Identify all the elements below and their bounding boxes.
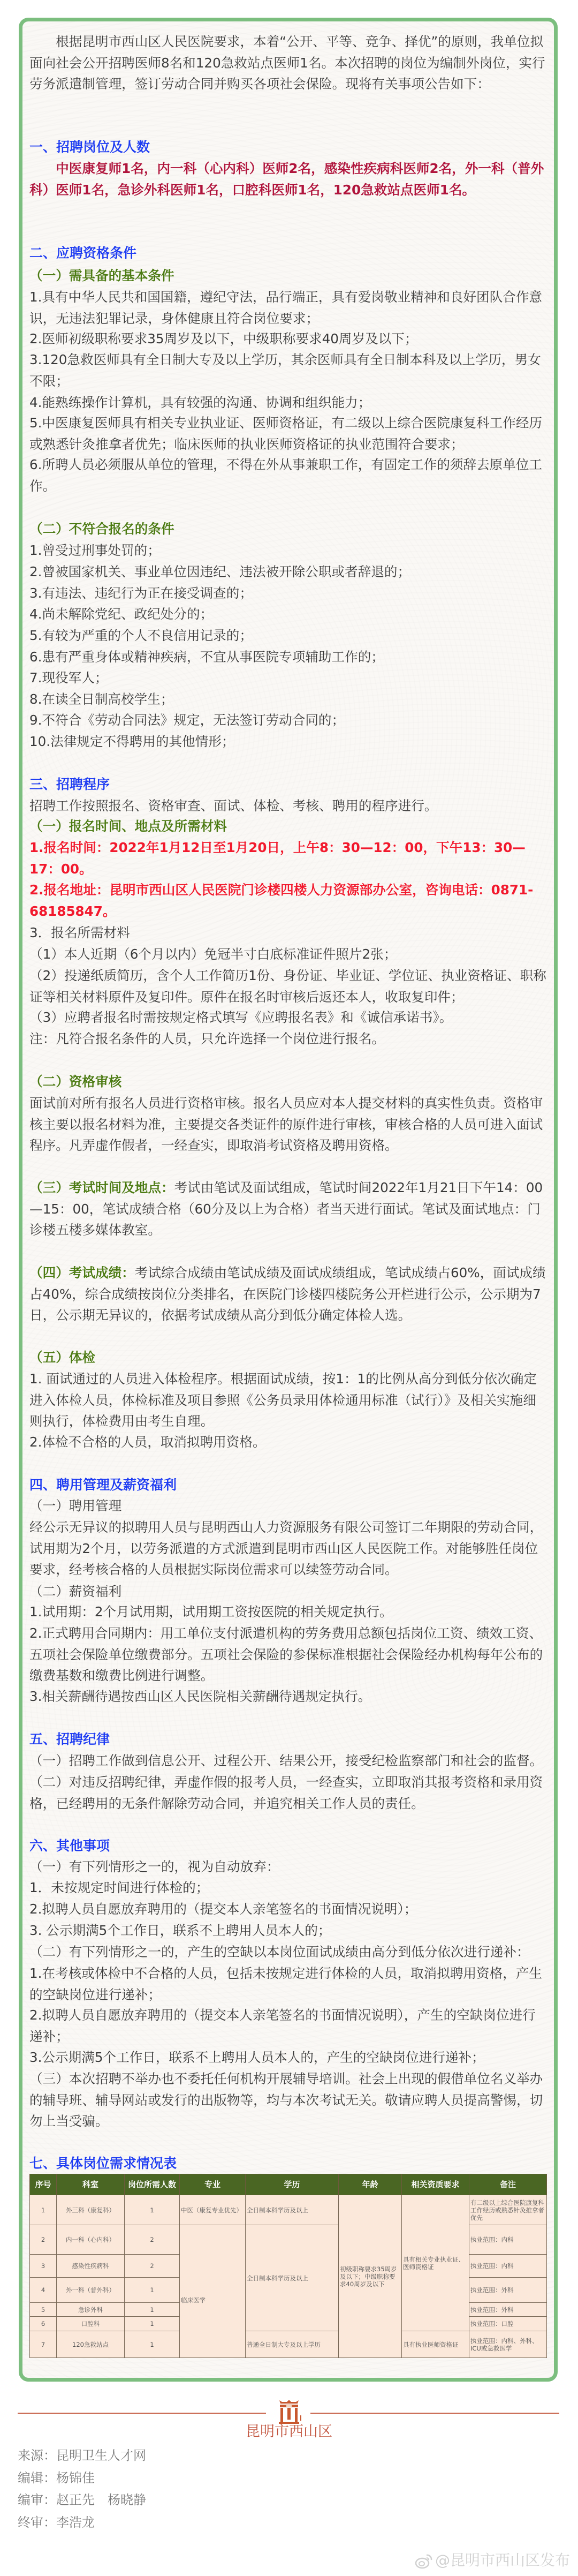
remark: 执业范围：外科 bbox=[469, 2303, 547, 2317]
backfill-item: 1.在考核或体检中不合格的人员，包括未按规定进行体检的人员，取消拟聘用资格，产生的空缺岗位进行递补； bbox=[29, 1965, 543, 2002]
remark: 有二级以上综合医院康复科工作经历或熟悉针灸推拿者优先 bbox=[469, 2195, 547, 2225]
watermark-text: @昆明市西山区发布 bbox=[435, 2551, 571, 2569]
material-item: （2）投递纸质简历，含个人工作简历1份、身份证、毕业证、学位证、执业资格证、职称证等相关材料原件及复印件。原件在报名时审核后返还本人，收取复印件； bbox=[29, 968, 546, 1005]
remark: 执业范围：口腔 bbox=[469, 2317, 547, 2331]
exam-time-paragraph bbox=[29, 1177, 547, 1241]
ineligible-item: 8.在读全日制高校学生； bbox=[29, 691, 174, 707]
ineligible-item: 1.曾受过刑事处罚的； bbox=[29, 543, 161, 558]
ineligible-item: 10.法律规定不得聘用的其他情形； bbox=[29, 734, 235, 749]
section-6-heading: 六、其他事项 bbox=[29, 1838, 110, 1854]
materials-title: 3．报名所需材料 bbox=[29, 925, 130, 940]
column-header: 专业 bbox=[180, 2174, 246, 2195]
column-header: 学历 bbox=[246, 2174, 339, 2195]
credit-source: 来源：昆明卫生人才网 bbox=[18, 2448, 146, 2463]
employment-management-heading: （一）聘用管理 bbox=[29, 1498, 122, 1513]
exam-score-label: （四）考试成绩： bbox=[29, 1265, 135, 1281]
ineligible-item: 7.现役军人； bbox=[29, 670, 108, 686]
backfill-item: 3.公示期满5个工作日，联系不上聘用人员本人的，产生的空缺岗位进行递补； bbox=[29, 2050, 485, 2065]
table-header-row bbox=[30, 2174, 547, 2195]
headcount: 1 bbox=[125, 2317, 180, 2331]
material-item: （1）本人近期（6个月以内）免冠半寸白底标准证件照片2张； bbox=[29, 946, 397, 962]
column-header: 相关资质要求 bbox=[402, 2174, 469, 2195]
department: 外一科（普外科） bbox=[57, 2278, 125, 2303]
row-number: 1 bbox=[30, 2195, 57, 2225]
pavilion-logo-icon bbox=[275, 2399, 303, 2425]
column-header: 年龄 bbox=[339, 2174, 402, 2195]
remark: 执业范围：内科、外科、ICU或急救医学 bbox=[469, 2331, 547, 2358]
ineligible-item: 9.不符合《劳动合同法》规定，无法签订劳动合同的； bbox=[29, 712, 345, 728]
age-requirement: 初级职称要求35周岁及以下；中级职称要求40周岁及以下 bbox=[339, 2195, 402, 2358]
exam-time-label: （三）考试时间及地点： bbox=[29, 1180, 174, 1195]
headcount: 1 bbox=[125, 2303, 180, 2317]
qualification-review-body: 面试前对所有报名人员进行资格审核。报名人员应对本人提交材料的真实性负责。资格审核主要以报名材料为准，主要提交各类证件的原件进行审核，审核合格的人员可进入面试程序。凡弄虚作假者，一经查实，即取消考试资格及聘用资格。 bbox=[29, 1095, 543, 1154]
column-header: 岗位所需人数 bbox=[125, 2174, 180, 2195]
condition-item: 6.所聘人员必须服从单位的管理，不得在外从事兼职工作，有固定工作的须辞去原单位工作。 bbox=[29, 457, 543, 494]
condition-item: 4.能熟练操作计算机，具有较强的沟通、协调和组织能力； bbox=[29, 395, 371, 410]
column-header: 备注 bbox=[469, 2174, 547, 2195]
row-number: 7 bbox=[30, 2331, 57, 2358]
positions-summary: 中医康复师1名，内一科（心内科）医师2名，感染性疾病科医师2名，外一科（普外科）医师1名，急诊外科医师1名，口腔科医师1名，120急救站点医师1名。 bbox=[29, 161, 544, 198]
qualification: 具有相关专业执业证、医师资格证 bbox=[402, 2195, 469, 2331]
condition-item: 1.具有中华人民共和国国籍，遵纪守法，品行端正，具有爱岗敬业精神和良好团队合作意识，无违法犯罪记录，身体健康且符合岗位要求； bbox=[29, 289, 543, 326]
department: 口腔科 bbox=[57, 2317, 125, 2331]
registration-note: 注：凡符合报名条件的人员，只允许选择一个岗位进行报名。 bbox=[29, 1031, 385, 1046]
major: 临床医学 bbox=[180, 2225, 246, 2358]
remark: 执业范围：外科 bbox=[469, 2278, 547, 2303]
row-number: 3 bbox=[30, 2255, 57, 2278]
medical-exam-item: 2.体检不合格的人员，取消拟聘用资格。 bbox=[29, 1434, 266, 1450]
credit-reviewer: 编审：赵正先 杨晓静 bbox=[18, 2492, 146, 2507]
forfeit-item: 3. 公示期满5个工作日，联系不上聘用人员本人的； bbox=[29, 1923, 331, 1938]
weibo-icon bbox=[415, 2553, 433, 2569]
section-4-heading: 四、聘用管理及薪资福利 bbox=[29, 1477, 177, 1493]
forfeit-item: 1．未按规定时间进行体检的； bbox=[29, 1880, 209, 1895]
weibo-watermark bbox=[415, 2551, 570, 2570]
condition-item: 2.医师初级职称要求35周岁及以下，中级职称要求40周岁及以下； bbox=[29, 331, 418, 347]
discipline-item: （一）招聘工作做到信息公开、过程公开、结果公开，接受纪检监察部门和社会的监督。 bbox=[29, 1753, 543, 1768]
table-row bbox=[30, 2195, 547, 2225]
credit-editor: 编辑：杨锦佳 bbox=[18, 2470, 95, 2485]
section-3-heading: 三、招聘程序 bbox=[29, 777, 110, 792]
credit-final-reviewer: 终审：李浩龙 bbox=[18, 2515, 95, 2530]
backfill-heading: （二）有下列情形之一的，产生的空缺以本岗位面试成绩由高分到低分依次进行递补： bbox=[29, 1944, 530, 1960]
registration-address: 2.报名地址：昆明市西山区人民医院门诊楼四楼人力资源部办公室，咨询电话：0871-68185847。 bbox=[29, 882, 534, 919]
row-number: 4 bbox=[30, 2278, 57, 2303]
section-5-heading: 五、招聘纪律 bbox=[29, 1731, 110, 1747]
remark: 执业范围：内科 bbox=[469, 2225, 547, 2255]
training-warning: （三）本次招聘不举办也不委托任何机构开展辅导培训。社会上出现的假借单位名义举办的辅导班、辅导网站或发行的出版物等，均与本次考试无关。敬请应聘人员提高警惕，切勿上当受骗。 bbox=[29, 2071, 543, 2129]
backfill-item: 2.拟聘人员自愿放弃聘用的（提交本人亲笔签名的书面情况说明），产生的空缺岗位进行递补； bbox=[29, 2007, 536, 2044]
condition-item: 3.120急救医师具有全日制大专及以上学历，其余医师具有全日制本科及以上学历，男女不限； bbox=[29, 352, 541, 389]
condition-item: 5.中医康复医师具有相关专业执业证、医师资格证，有二级以上综合医院康复科工作经历或熟悉针灸推拿者优先；临床医师的执业医师资格证的执业范围符合要求； bbox=[29, 415, 543, 452]
department: 120急救站点 bbox=[57, 2331, 125, 2358]
department: 急诊外科 bbox=[57, 2303, 125, 2317]
basic-conditions-heading: （一）需具备的基本条件 bbox=[29, 268, 174, 283]
row-number: 2 bbox=[30, 2225, 57, 2255]
medical-exam-heading: （五）体检 bbox=[29, 1350, 95, 1365]
discipline-item: （二）对违反招聘纪律，弄虚作假的报考人员，一经查实，立即取消其报考资格和录用资格，已经聘用的无条件解除劳动合同，并追究相关工作人员的责任。 bbox=[29, 1774, 543, 1811]
salary-item: 3.相关薪酬待遇按西山区人民医院相关薪酬待遇规定执行。 bbox=[29, 1689, 371, 1704]
section-7-heading: 七、具体岗位需求情况表 bbox=[29, 2156, 177, 2171]
qualification: 具有执业医师资格证 bbox=[402, 2331, 469, 2358]
department: 内一科（心内科） bbox=[57, 2225, 125, 2255]
salary-heading: （二）薪资福利 bbox=[29, 1584, 122, 1599]
registration-heading: （一）报名时间、地点及所需材料 bbox=[29, 818, 227, 834]
salary-item: 1.试用期：2个月试用期，试用期工资按医院的相关规定执行。 bbox=[29, 1604, 393, 1620]
registration-time: 1.报名时间：2022年1月12日至1月20日，上午8：30—12：00，下午13：30—17：00。 bbox=[29, 840, 526, 877]
education: 普通全日制大专及以上学历 bbox=[246, 2331, 339, 2358]
footer-divider-right bbox=[310, 2413, 559, 2414]
major: 中医（康复专业优先） bbox=[180, 2195, 246, 2225]
ineligible-item: 4.尚未解除党纪、政纪处分的； bbox=[29, 606, 214, 622]
qualification-review-heading: （二）资格审核 bbox=[29, 1074, 122, 1089]
positions-table bbox=[29, 2174, 547, 2358]
ineligible-heading: （二）不符合报名的条件 bbox=[29, 521, 174, 537]
exam-time-body: 考试由笔试及面试组成，笔试时间2022年1月21日下午14：00—15：00，笔试成绩合格（60分及以上为合格）者当天进行面试。笔试及面试地点：门诊楼五楼多媒体教室。 bbox=[29, 1180, 543, 1238]
headcount: 1 bbox=[125, 2331, 180, 2358]
section-1-heading: 一、招聘岗位及人数 bbox=[29, 139, 150, 155]
region-name: 昆明市西山区 bbox=[246, 2423, 332, 2440]
ineligible-item: 3.有违法、违纪行为正在接受调查的； bbox=[29, 585, 253, 601]
ineligible-item: 5.有较为严重的个人不良信用记录的； bbox=[29, 628, 253, 643]
procedure-intro: 招聘工作按照报名、资格审查、面试、体检、考核、聘用的程序进行。 bbox=[29, 798, 438, 814]
column-header: 科室 bbox=[57, 2174, 125, 2195]
forfeit-heading: （一）有下列情形之一的，视为自动放弃： bbox=[29, 1859, 280, 1874]
headcount: 2 bbox=[125, 2225, 180, 2255]
exam-score-body: 考试综合成绩由笔试成绩及面试成绩组成，笔试成绩占60%，面试成绩占40%，综合成绩按岗位分类排名，在医院门诊楼四楼院务公开栏进行公示，公示期为7日，公示期无异议的，依据考试成绩从高分到低分确定体检人选。 bbox=[29, 1265, 546, 1323]
employment-management-body: 经公示无异议的拟聘用人员与昆明西山人力资源服务有限公司签订二年期限的劳动合同，试用期为2个月，以劳务派遣的方式派遣到昆明市西山区人民医院工作。对能够胜任岗位要求，经考核合格的人员根据实际岗位需求可以续签劳动合同。 bbox=[29, 1519, 543, 1578]
row-number: 6 bbox=[30, 2317, 57, 2331]
intro-paragraph: 根据昆明市西山区人民医院要求，本着“公开、平等、竞争、择优”的原则，我单位拟面向社会公开招聘医师8名和120急救站点医师1名。本次招聘的岗位为编制外岗位，实行劳务派遣制管理，签订劳动合同并购买各项社会保险。现将有关事项公告如下： bbox=[29, 34, 545, 92]
headcount: 1 bbox=[125, 2278, 180, 2303]
education: 全日制本科学历及以上 bbox=[246, 2225, 339, 2331]
department: 外三科（康复科） bbox=[57, 2195, 125, 2225]
material-item: （3）应聘者报名时需按规定格式填写《应聘报名表》和《诚信承诺书》。 bbox=[29, 1010, 453, 1025]
remark: 执业范围：内科 bbox=[469, 2255, 547, 2278]
table-row bbox=[30, 2331, 547, 2358]
row-number: 5 bbox=[30, 2303, 57, 2317]
salary-item: 2.正式聘用合同期内：用工单位支付派遣机构的劳务费用总额包括岗位工资、绩效工资、五项社会保险单位缴费部分。五项社会保险的参保标准根据社会保险经办机构每年公布的缴费基数和缴费比例进行调整。 bbox=[29, 1625, 543, 1684]
forfeit-item: 2.拟聘人员自愿放弃聘用的（提交本人亲笔签名的书面情况说明）； bbox=[29, 1901, 417, 1917]
headcount: 2 bbox=[125, 2255, 180, 2278]
section-2-heading: 二、应聘资格条件 bbox=[29, 245, 137, 261]
department: 感染性疾病科 bbox=[57, 2255, 125, 2278]
headcount: 1 bbox=[125, 2195, 180, 2225]
medical-exam-item: 1. 面试通过的人员进入体检程序。根据面试成绩，按1：1的比例从高分到低分依次确定进入体检人员，体检标准及项目参照《公务员录用体检通用标准（试行）》及相关实施细则执行，体检费用由考生自理。 bbox=[29, 1371, 537, 1429]
ineligible-item: 6.患有严重身体或精神疾病，不宜从事医院专项辅助工作的； bbox=[29, 649, 384, 665]
ineligible-item: 2.曾被国家机关、事业单位因违纪、违法被开除公职或者辞退的； bbox=[29, 564, 411, 579]
column-header: 序号 bbox=[30, 2174, 57, 2195]
footer-divider-left bbox=[18, 2413, 266, 2414]
education: 全日制本科学历及以上 bbox=[246, 2195, 339, 2225]
table-row bbox=[30, 2225, 547, 2255]
exam-score-paragraph bbox=[29, 1262, 547, 1326]
